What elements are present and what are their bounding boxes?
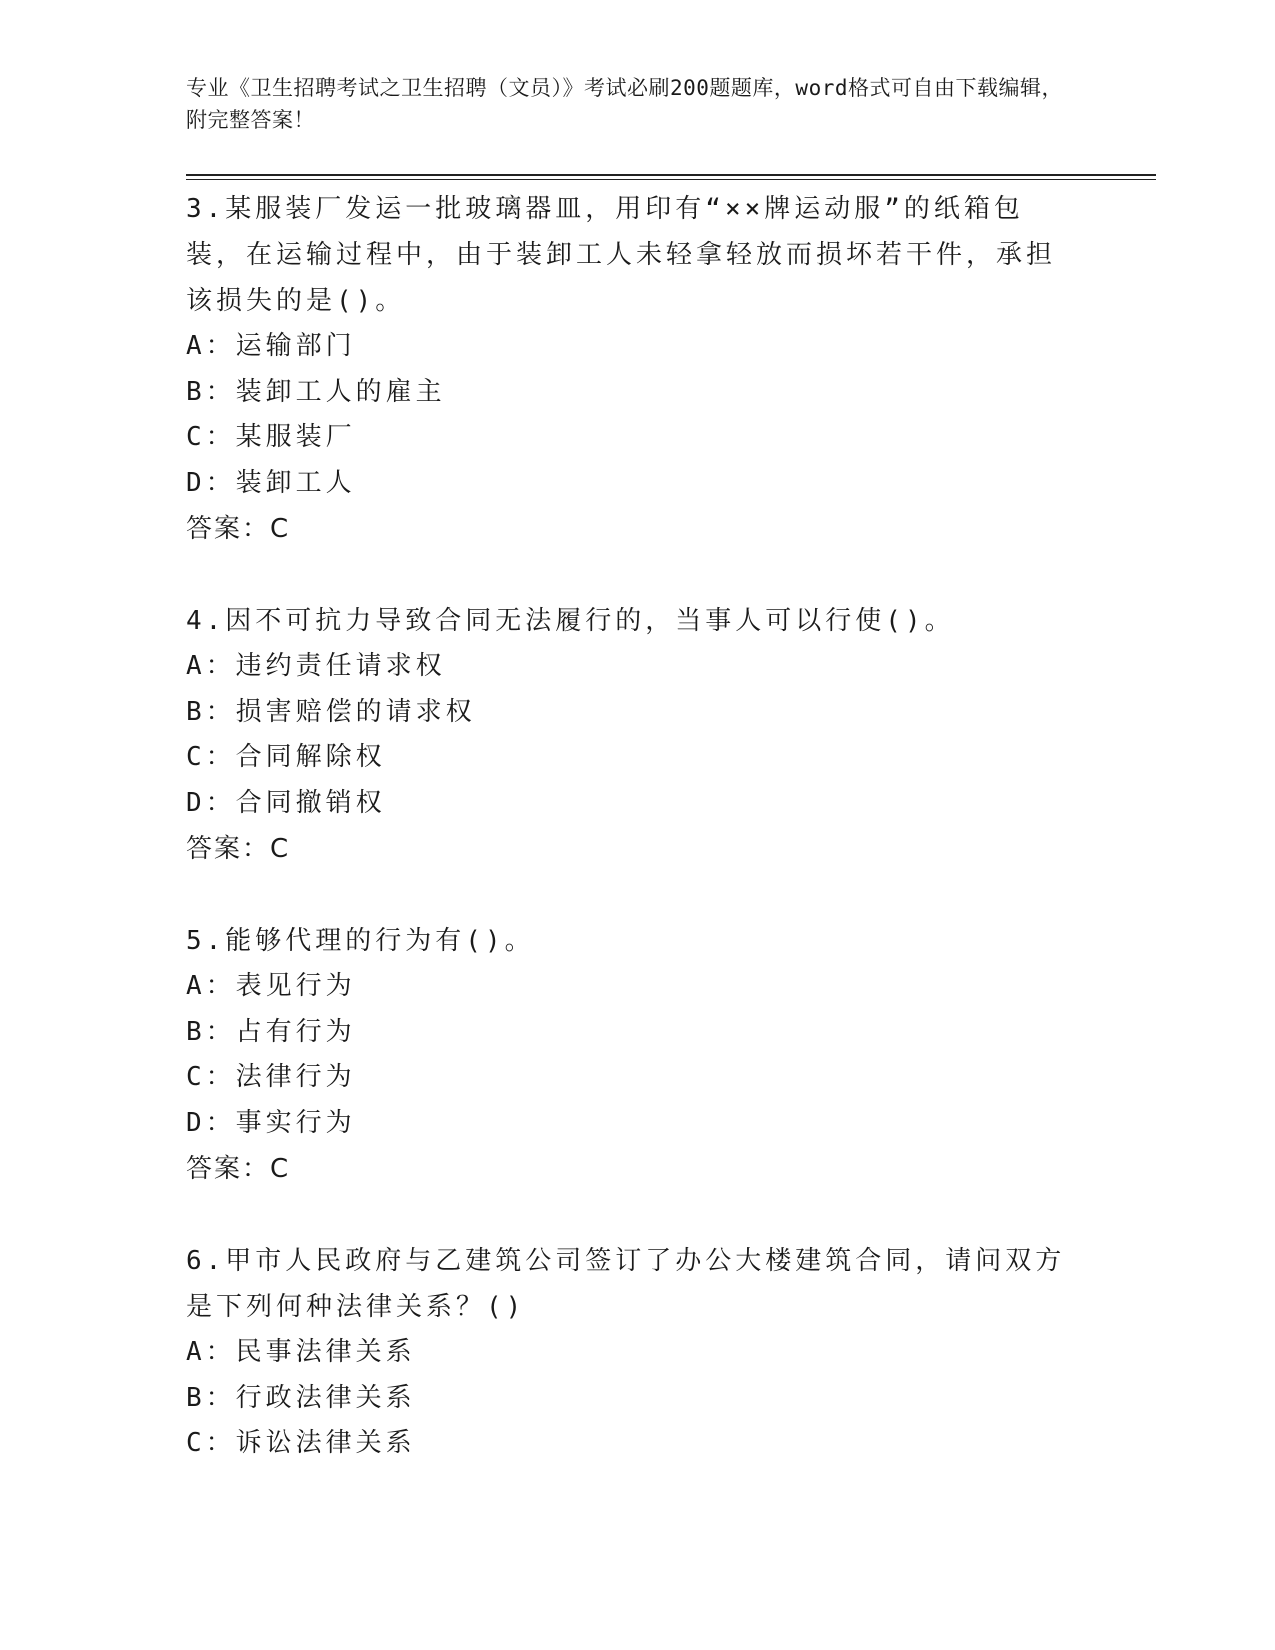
question-stem: 4.因不可抗力导致合同无法履行的，当事人可以行使()。 bbox=[186, 606, 955, 636]
option-a: A：违约责任请求权 bbox=[186, 651, 446, 681]
option-b: B：装卸工人的雇主 bbox=[186, 376, 446, 407]
option-d: D：合同撤销权 bbox=[186, 787, 386, 818]
question-spacer bbox=[186, 552, 1156, 598]
option-d: D：事实行为 bbox=[186, 1107, 356, 1138]
question-3 bbox=[186, 186, 1156, 552]
option-c: C：诉讼法律关系 bbox=[186, 1428, 416, 1458]
option-c: C：法律行为 bbox=[186, 1062, 356, 1092]
question-5 bbox=[186, 918, 1156, 1192]
question-spacer bbox=[186, 1192, 1156, 1238]
option-c: C：合同解除权 bbox=[186, 742, 386, 772]
question-stem: 5.能够代理的行为有()。 bbox=[186, 926, 535, 956]
question-list bbox=[186, 186, 1156, 1467]
option-b: B：损害赔偿的请求权 bbox=[186, 696, 476, 727]
option-a: A：民事法律关系 bbox=[186, 1337, 416, 1367]
divider-line-thin bbox=[186, 179, 1156, 180]
option-a: A：表见行为 bbox=[186, 971, 356, 1001]
option-c: C：某服装厂 bbox=[186, 422, 356, 452]
question-4 bbox=[186, 598, 1156, 872]
answer-line: 答案：C bbox=[186, 514, 291, 544]
document-header: 专业《卫生招聘考试之卫生招聘（文员）》考试必刷200题题库，word格式可自由下载编辑，附完整答案！ bbox=[186, 76, 1063, 132]
answer-line: 答案：C bbox=[186, 834, 291, 864]
question-stem: 6.甲市人民政府与乙建筑公司签订了办公大楼建筑合同，请问双方是下列何种法律关系？() bbox=[186, 1246, 1066, 1322]
divider-line-thick bbox=[186, 174, 1156, 176]
question-spacer bbox=[186, 872, 1156, 918]
option-b: B：行政法律关系 bbox=[186, 1382, 416, 1413]
option-d: D：装卸工人 bbox=[186, 467, 356, 498]
answer-line: 答案：C bbox=[186, 1154, 291, 1184]
option-a: A：运输部门 bbox=[186, 331, 356, 361]
option-b: B：占有行为 bbox=[186, 1016, 356, 1047]
question-stem: 3.某服装厂发运一批玻璃器皿，用印有“××牌运动服”的纸箱包装，在运输过程中，由于装卸工人未轻拿轻放而损坏若干件，承担该损失的是()。 bbox=[186, 194, 1057, 316]
document-page bbox=[186, 72, 1156, 1467]
header-divider bbox=[186, 174, 1156, 180]
question-6 bbox=[186, 1238, 1156, 1467]
